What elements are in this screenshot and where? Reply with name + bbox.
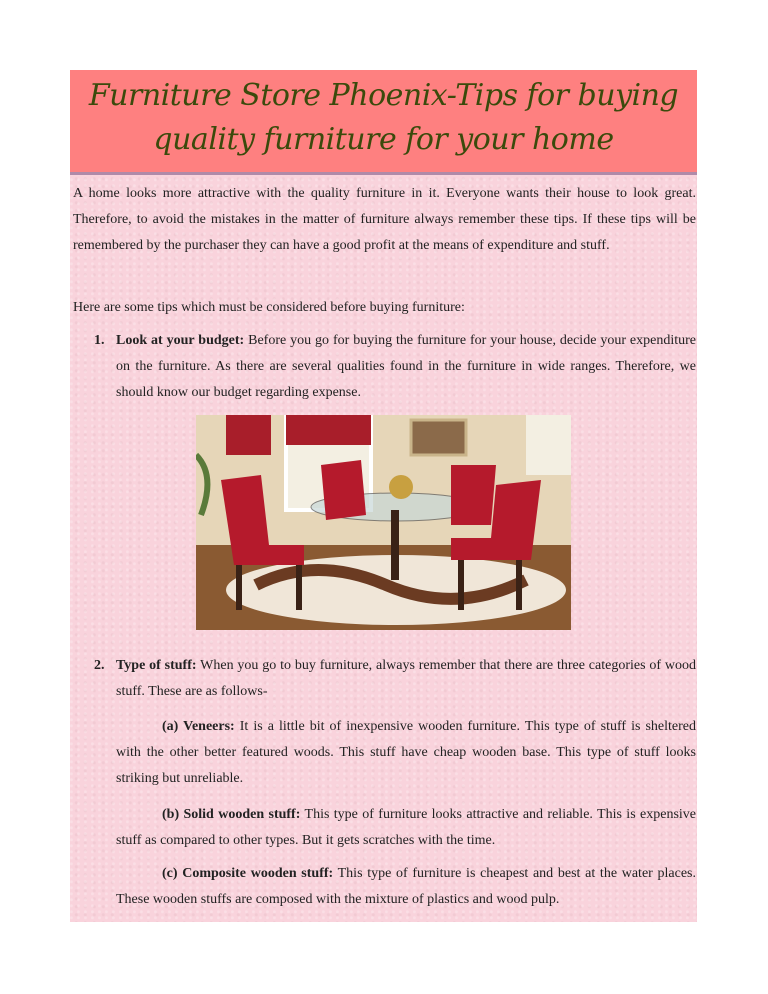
item-text: Before you go for buying the furniture for your house, decide your expenditure on the furniture. As there are several qualities found in the furniture in wide ranges. Therefore, we should know our budget regarding expense. <box>116 333 696 400</box>
sub-item-veneers <box>116 714 696 792</box>
item-heading: Type of stuff: <box>116 658 197 673</box>
document-page <box>70 70 697 922</box>
sub-item-text: This type of furniture looks attractive and reliable. This is expensive stuff as compared to other types. But it gets scratches with the time. <box>116 807 697 848</box>
item-text: When you go to buy furniture, always remember that there are three categories of wood stuff. These are as follows- <box>116 658 696 699</box>
list-item <box>94 328 696 406</box>
page-title: Furniture Store Phoenix-Tips for buying quality furniture for your home <box>88 78 679 157</box>
list-item <box>94 653 696 705</box>
sub-item-heading: (a) Veneers: <box>162 719 235 734</box>
sub-item-heading: (b) Solid wooden stuff: <box>162 807 301 822</box>
lead-paragraph: Here are some tips which must be considered before buying furniture: <box>73 300 465 315</box>
item-heading: Look at your budget: <box>116 333 245 348</box>
sub-item-heading: (c) Composite wooden stuff: <box>162 866 334 881</box>
dining-set-photo <box>196 415 571 630</box>
item-number: 2. <box>94 658 105 673</box>
item-number: 1. <box>94 333 105 348</box>
sub-item-solid-wood <box>116 802 696 854</box>
title-banner <box>70 70 697 175</box>
sub-item-text: It is a little bit of inexpensive wooden furniture. This type of stuff is sheltered with the other better featured woods. This stuff have cheap wooden base. This type of stuff looks striking but unreliable. <box>116 719 696 786</box>
intro-paragraph: A home looks more attractive with the quality furniture in it. Everyone wants their house to look great. Therefore, to avoid the mistakes in the matter of furniture always remember these tips. If these tips will be remembered by the purchaser they can have a good profit at the means of expenditure and stuff. <box>73 186 696 253</box>
sub-item-text: This type of furniture is cheapest and best at the water places. These wooden stuffs are composed with the mixture of plastics and wood pulp. <box>116 866 696 907</box>
sub-item-composite-wood <box>116 861 696 913</box>
